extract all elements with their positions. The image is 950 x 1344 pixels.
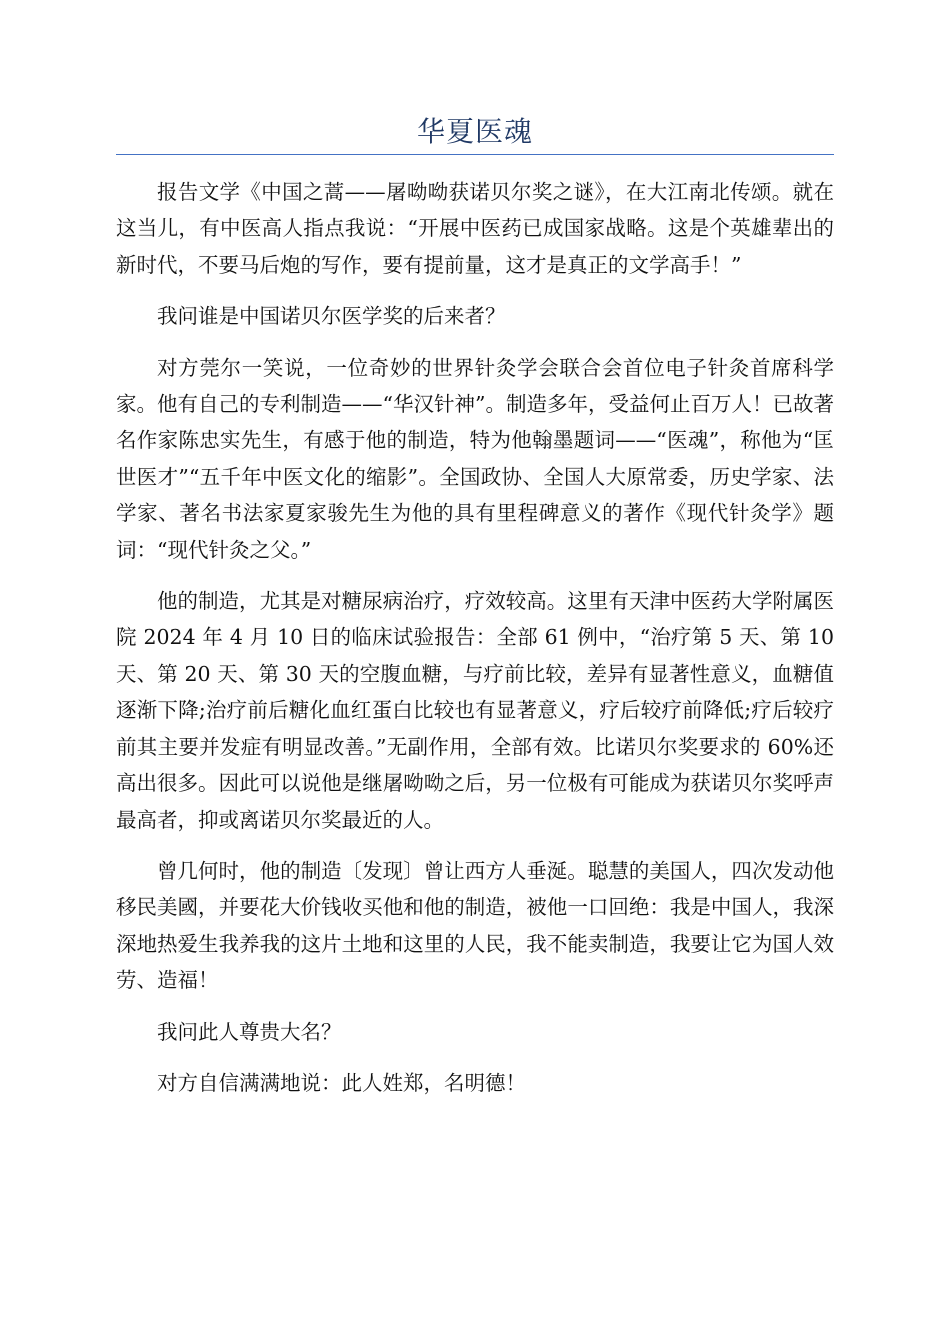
title-underline bbox=[116, 154, 834, 155]
paragraph-4: 他的制造，尤其是对糖尿病治疗，疗效较高。这里有天津中医药大学附属医院 2024 年 4 月 10 日的临床试验报告：全部 61 例中，“治疗第 5 天、第 10 天、第 20 天、第 30 天的空腹血糖，与疗前比较，差异有显著性意义，血糖值逐渐下降;治疗前后糖化血红蛋白比较也有显著意义，疗后较疗前降低;疗后较疗前其主要并发症有明显改善。”无副作用，全部有效。比诺贝尔奖要求的 60%还高出很多。因此可以说他是继屠呦呦之后，另一位极有可能成为获诺贝尔奖呼声最高者，抑或离诺贝尔奖最近的人。 bbox=[116, 589, 834, 832]
paragraph-5: 曾几何时，他的制造〔发现〕曾让西方人垂涎。聪慧的美国人，四次发动他移民美國，并要花大价钱收买他和他的制造，被他一口回绝：我是中国人，我深深地热爱生我养我的这片土地和这里的人民，我不能卖制造，我要让它为国人效劳、造福！ bbox=[116, 858, 834, 993]
paragraph-7: 对方自信满满地说：此人姓郑，名明德！ bbox=[157, 1070, 526, 1095]
document-title: 华夏医魂 bbox=[416, 115, 533, 148]
paragraph-6: 我问此人尊贵大名？ bbox=[157, 1019, 342, 1044]
paragraph-2: 我问谁是中国诺贝尔医学奖的后来者？ bbox=[157, 304, 506, 329]
document-body bbox=[116, 174, 834, 1116]
paragraph-3: 对方莞尔一笑说，一位奇妙的世界针灸学会联合会首位电子针灸首席科学家。他有自己的专利制造——“华汉针神”。制造多年，受益何止百万人！已故著名作家陈忠实先生，有感于他的制造，特为他翰墨题词——“医魂”，称他为“匡世医才”“五千年中医文化的缩影”。全国政协、全国人大原常委，历史学家、法学家、著名书法家夏家骏先生为他的具有里程碑意义的著作《现代针灸学》题词：“现代针灸之父。” bbox=[116, 355, 834, 562]
paragraph-1: 报告文学《中国之蒿——屠呦呦获诺贝尔奖之谜》，在大江南北传颂。就在这当儿，有中医高人指点我说：“开展中医药已成国家战略。这是个英雄辈出的新时代，不要马后炮的写作，要有提前量，这才是真正的文学高手！” bbox=[116, 180, 834, 277]
